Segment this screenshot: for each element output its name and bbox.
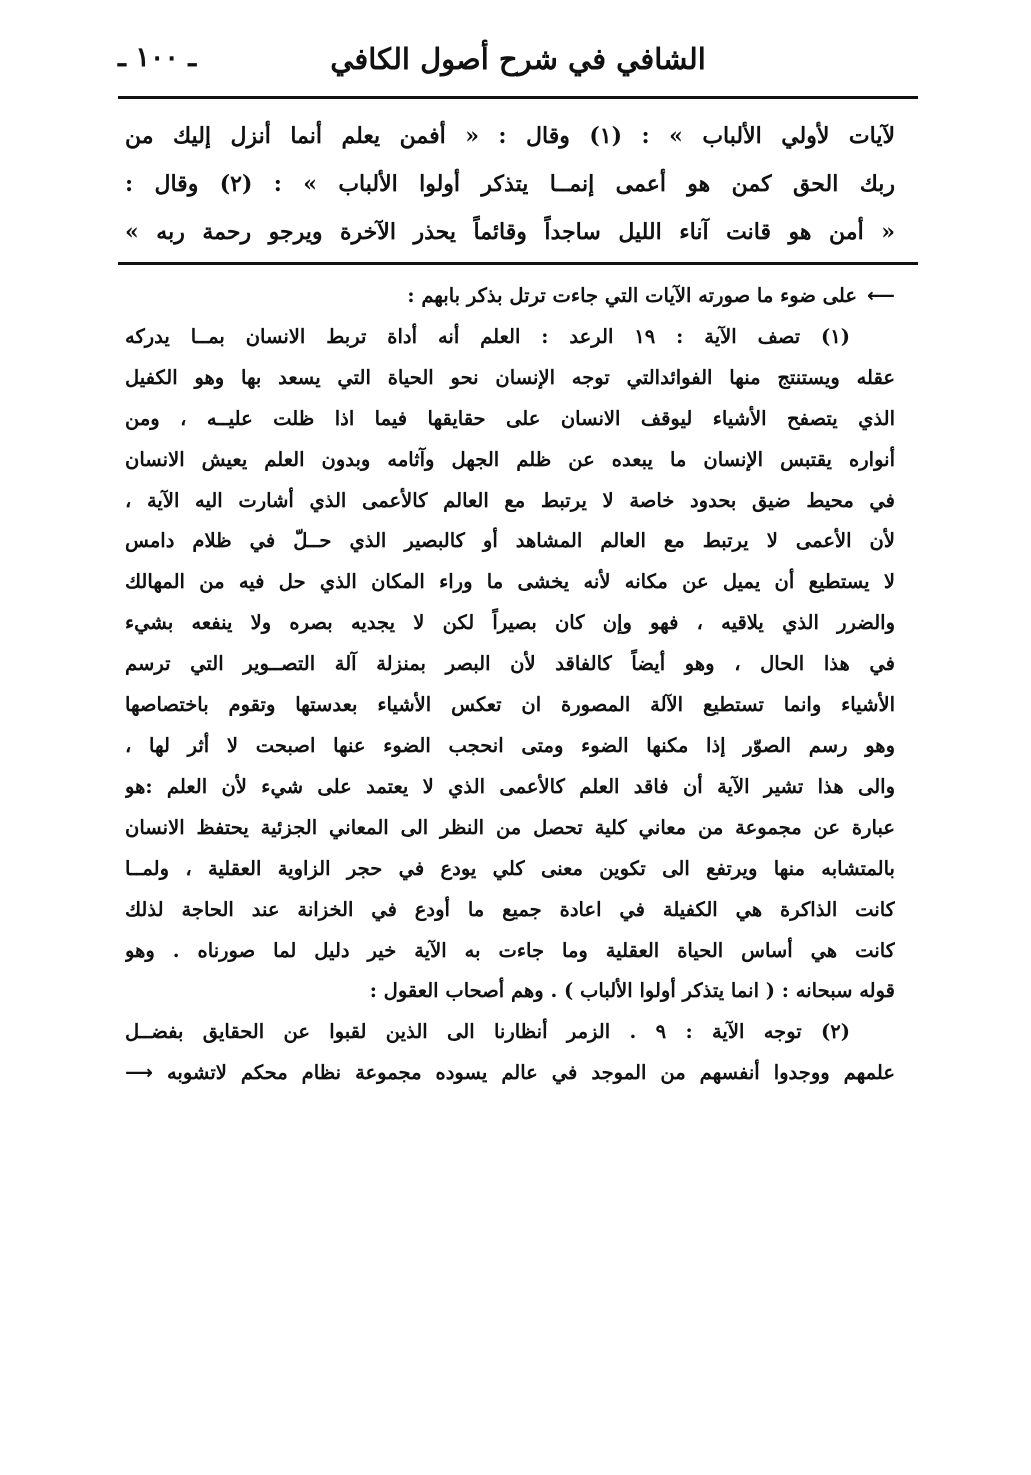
page-header: [118, 42, 918, 86]
main-text-line: لآيات لأولي الألباب » : (١) وقال : « أفمن يعلم أنما أنزل إليك من: [125, 123, 895, 149]
footnote-line: بالمتشابه منها ويرتفع الى تكوين معنى كلي يودع في حجر الزاوية العقلية ، ولمــا: [125, 856, 895, 880]
footnote-separator-rule: [118, 262, 918, 265]
footnotes: [125, 276, 895, 1094]
footnote-line: والضرر الذي يلاقيه ، فهو وإن كان بصيراً لكن لا يجديه بصره ولا ينفعه بشيء: [125, 611, 895, 635]
main-text-line: « أمن هو قانت آناء الليل ساجداً وقائماً يحذر الآخرة ويرجو رحمة ربه »: [125, 219, 895, 245]
page-number: ـ ١٠٠ ـ: [118, 42, 197, 73]
footnote-intro-text: على ضوء ما صورته الآيات التي جاءت ترتل بذكر بابهم :: [407, 284, 858, 307]
footnote-line: عبارة عن مجموعة من معاني كلية تحصل من النظر الى المعاني الجزئية يحتفظ الانسان: [125, 815, 895, 839]
footnote-line: والى هذا تشير الآية أن فاقد العلم كالأعمى الذي لا يعتمد على شيء لأن العلم :هو: [125, 774, 895, 798]
footnote-line: كانت الذاكرة هي الكفيلة في اعادة جميع ما أودع في الخزانة عند الحاجة لذلك: [125, 897, 895, 921]
footnote-line: (١) تصف الآية : ١٩ الرعد : العلم أنه أداة تربط الانسان بمــا يدركه: [125, 324, 850, 348]
footnote-line: كانت هي أساس الحياة العقلية وما جاءت به الآية خير دليل لما صورناه . وهو: [125, 938, 895, 962]
continuation-arrow-icon: ⟵: [867, 284, 895, 307]
footnote-last-line-text: علمهم ووجدوا أنفسهم من الموجد في عالم يسوده مجموعة نظام محكم لاتشوبه: [166, 1061, 895, 1085]
footnote-line: لأن الأعمى لا يرتبط مع العالم المشاهد أو كالبصير الذي حــلّ في ظلام دامس: [125, 529, 895, 553]
main-text: [125, 112, 895, 256]
footnote-line: عقله ويستنتج منها الفوائدالتي توجه الإنسان نحو الحياة التي يسعد بها وهو الكفيل: [125, 365, 895, 389]
footnote-line: الذي يتصفح الأشياء ليوقف الانسان على حقايقها فيما اذا ظلت عليــه ، ومن: [125, 406, 895, 430]
main-text-line: ربك الحق كمن هو أعمى إنمــا يتذكر أولوا الألباب » : (٢) وقال :: [125, 171, 895, 197]
footnote-line: (٢) توجه الآية : ٩ . الزمر أنظارنا الى الذين لقبوا عن الحقايق بفضــل: [125, 1020, 850, 1044]
footnote-intro-line: [125, 276, 895, 317]
footnote-line: الأشياء وانما تستطيع الآلة المصورة ان تعكس الأشياء بعدستها وتقوم باختصاصها: [125, 693, 895, 717]
footnote-line: لا يستطيع أن يميل عن مكانه لأنه يخشى ما وراء المكان الذي حل فيه من المهالك: [125, 570, 895, 594]
footnote-line: قوله سبحانه : ( انما يتذكر أولوا الألباب ) . وهم أصحاب العقول :: [369, 979, 895, 1003]
footnote-line: في محيط ضيق بحدود خاصة لا يرتبط مع العالم كالأعمى الذي أشارت اليه الآية ،: [125, 488, 895, 512]
running-title: الشافي في شرح أصول الكافي: [330, 42, 706, 76]
continuation-arrow-icon: ⟶: [125, 1061, 153, 1085]
footnote-last-line: [125, 1053, 895, 1094]
footnote-line: وهو رسم الصوّر إذا مكنها الضوء ومتى انحجب الضوء عنها اصبحت لا أثر لها ،: [125, 733, 895, 757]
footnote-line: في هذا الحال ، وهو أيضاً كالفاقد لأن البصر بمنزلة آلة التصــوير التي ترسم: [125, 652, 895, 676]
header-rule: [118, 96, 918, 99]
footnote-line: أنواره يقتبس الإنسان ما يبعده عن ظلم الجهل وآثامه وبدون العلم يعيش الانسان: [125, 447, 895, 471]
